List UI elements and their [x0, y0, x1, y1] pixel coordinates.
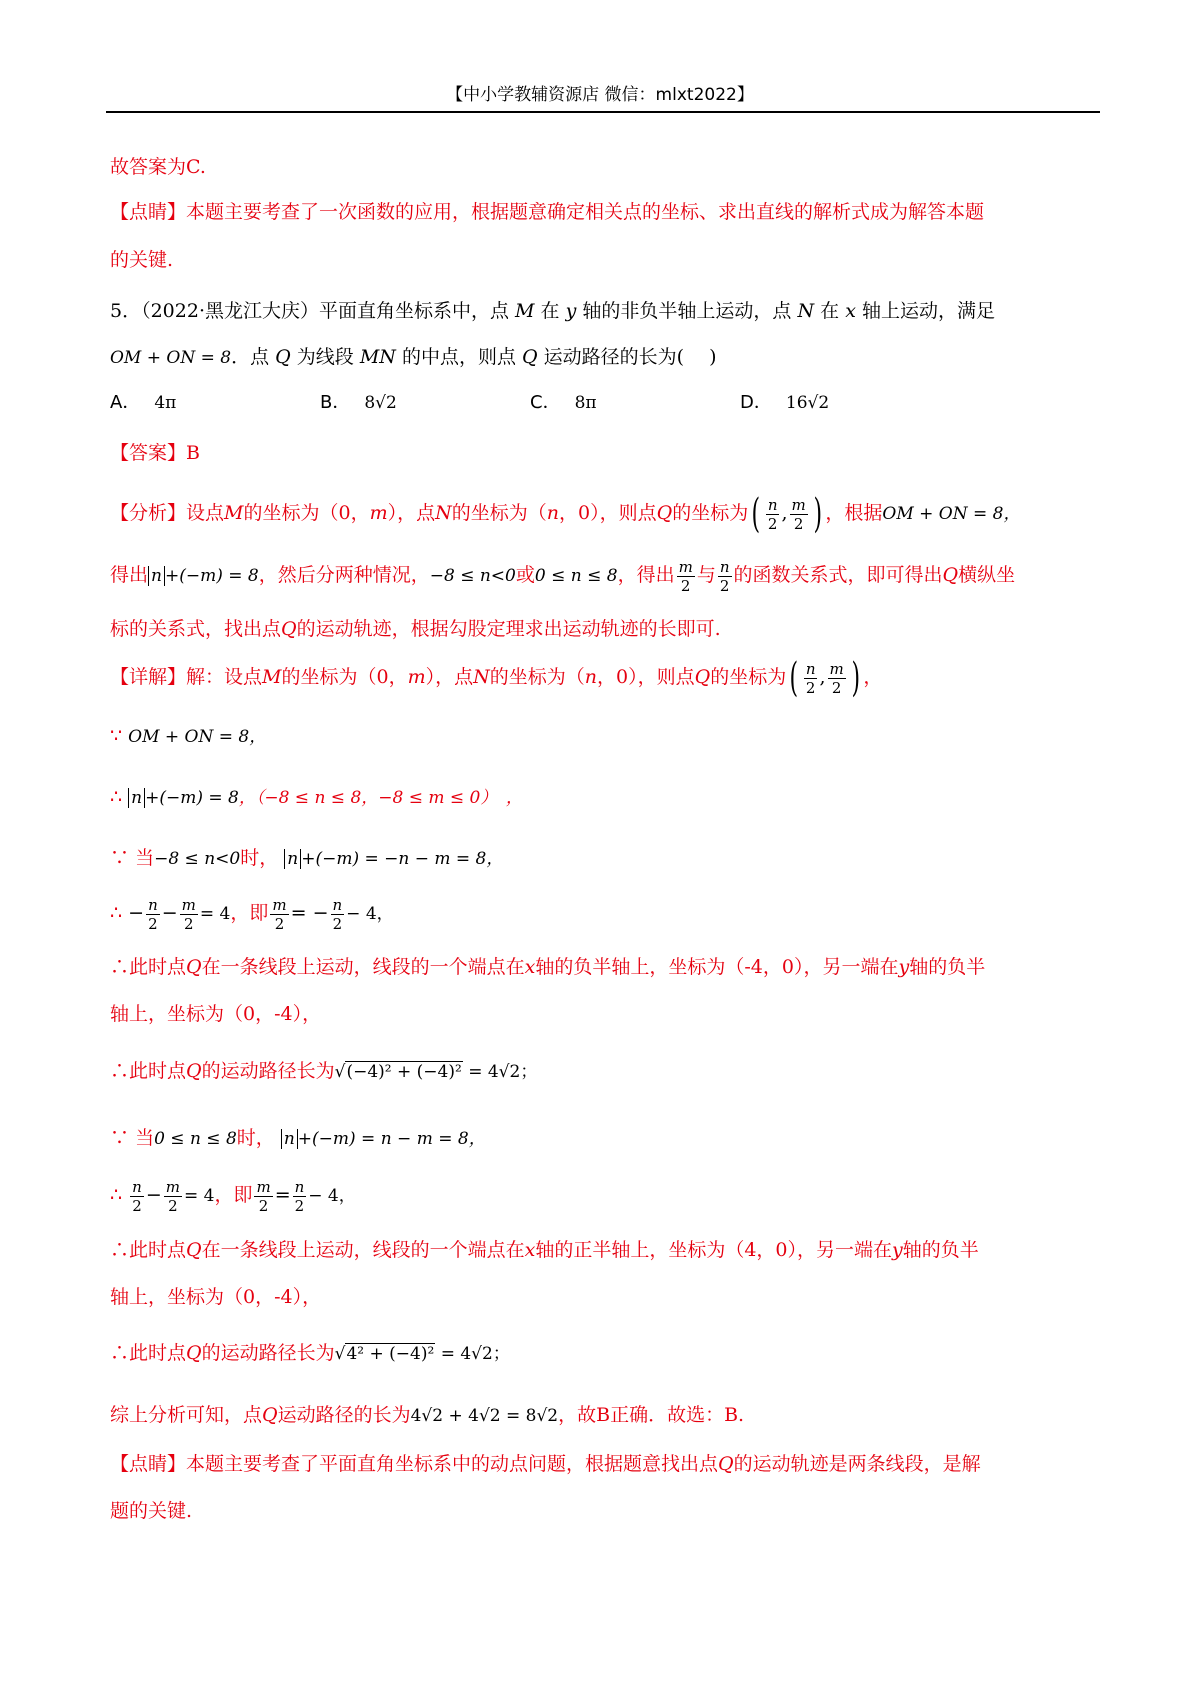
detail-line-11: ∴此时点Q在一条线段上运动，线段的一个端点在x轴的正半轴上，坐标为（4，0），另一端在y轴的负半	[110, 1239, 979, 1261]
analysis-line-2: 得出 n +(−m) = 8，然后分两种情况，−8 ≤ n<0或0 ≤ n ≤ 8，得出 $\frac{m}{2}$ 与 $\frac{n}{2}$ 的函数关系式，即可得出Q横纵坐	[110, 557, 1016, 595]
option-d: D． 16√2	[740, 392, 830, 413]
option-c: C． 8π	[530, 392, 597, 413]
key-point-2-line-1: 【点睛】本题主要考查了平面直角坐标系中的动点问题，根据题意找出点Q的运动轨迹是两条线段，是解	[110, 1453, 981, 1475]
detail-line-3: ∴ n +(−m) = 8，（−8 ≤ n ≤ 8，−8 ≤ m ≤ 0） ，	[110, 786, 523, 808]
detail-line-13: ∴此时点Q的运动路径长为√4² + (−4)² = 4√2；	[110, 1342, 510, 1364]
detail-line-2: ∵ OM + ON = 8，	[110, 725, 267, 747]
detail-line-1: 【详解】解：设点M的坐标为（0，m），点N的坐标为（n，0），则点Q的坐标为( $\frac{n}{2}$ , $\frac{m}{2}$ ) ，	[110, 655, 883, 701]
answer-label: 【答案】B	[110, 442, 200, 464]
question-line-2: OM + ON = 8．点 Q 为线段 MN 的中点，则点 Q 运动路径的长为( )	[110, 346, 717, 368]
detail-line-12: 轴上，坐标为（0，-4），	[110, 1286, 322, 1308]
analysis-line-1: 【分析】设点M的坐标为（0，m），点N的坐标为（n，0），则点Q的坐标为( $\frac{n}{2}$ , $\frac{m}{2}$ ) ，根据OM + ON = 8，	[110, 491, 1021, 537]
question-line-1: 5．（2022·黑龙江大庆）平面直角坐标系中，点 M 在 y 轴的非负半轴上运动，点 N 在 x 轴上运动，满足	[110, 300, 995, 322]
detail-line-10: ∴ $\frac{n}{2}$ − $\frac{m}{2}$ = 4，即 $\frac{m}{2}$ = $\frac{n}{2}$ − 4，	[110, 1177, 356, 1215]
page-header: 【中小学教辅资源店 微信：mlxt2022】	[446, 85, 754, 105]
option-b: B． 8√2	[320, 392, 397, 413]
detail-line-6: ∴此时点Q在一条线段上运动，线段的一个端点在x轴的负半轴上，坐标为（-4，0），另一端在y轴的负半	[110, 956, 986, 978]
key-point-2-line-2: 题的关键.	[110, 1500, 193, 1522]
analysis-line-3: 标的关系式，找出点Q的运动轨迹，根据勾股定理求出运动轨迹的长即可.	[110, 618, 721, 640]
option-a: A． 4π	[110, 392, 177, 413]
detail-line-9: ∵ 当0 ≤ n ≤ 8时， n +(−m) = n − m = 8，	[110, 1127, 486, 1149]
key-point-line-1: 【点睛】本题主要考查了一次函数的应用，根据题意确定相关点的坐标、求出直线的解析式成为解答本题	[110, 201, 985, 223]
detail-line-4: ∵ 当−8 ≤ n<0时， n +(−m) = −n − m = 8，	[110, 847, 504, 869]
detail-summary: 综上分析可知，点Q运动路径的长为4√2 + 4√2 = 8√2，故B正确．故选：B.	[110, 1404, 745, 1426]
detail-line-7: 轴上，坐标为（0，-4），	[110, 1003, 322, 1025]
detail-line-5: ∴ − $\frac{n}{2}$ − $\frac{m}{2}$ = 4，即 $\frac{m}{2}$ = − $\frac{n}{2}$ − 4，	[110, 895, 394, 933]
header-rule	[106, 111, 1100, 113]
key-point-line-2: 的关键.	[110, 249, 174, 271]
detail-line-8: ∴此时点Q的运动路径长为√(−4)² + (−4)² = 4√2；	[110, 1060, 538, 1082]
answer-conclusion: 故答案为C.	[110, 156, 206, 178]
